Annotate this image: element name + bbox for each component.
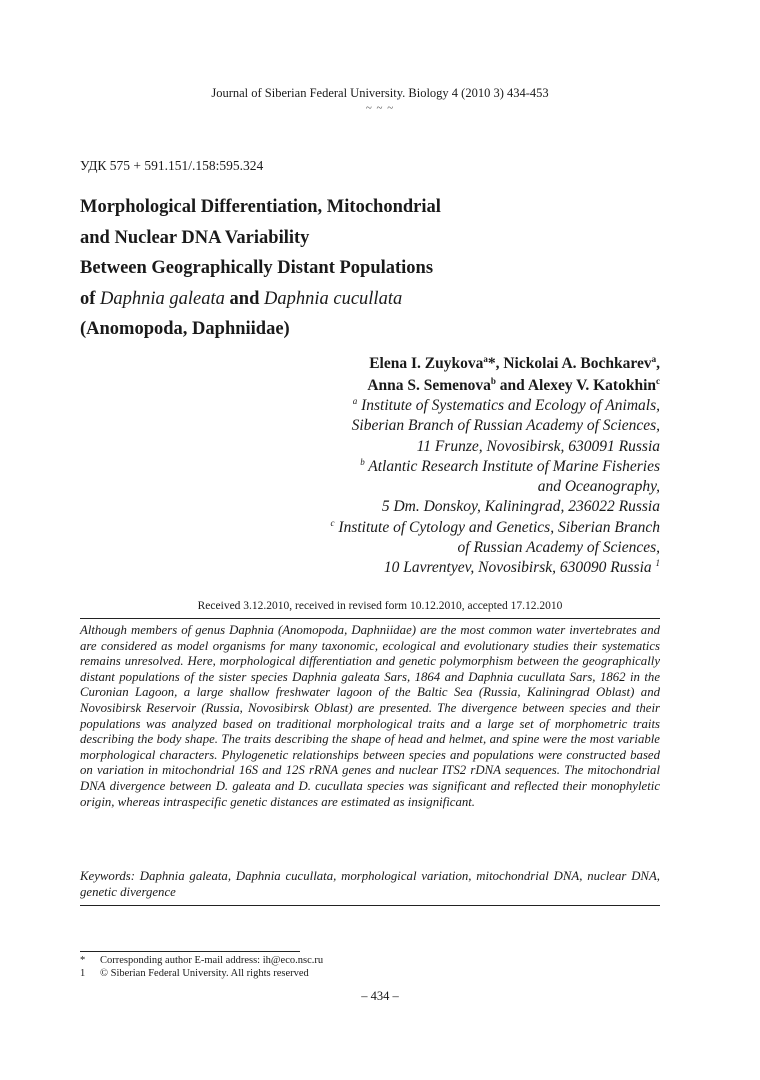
affil-a-line-3: 11 Frunze, Novosibirsk, 630091 Russia [416, 437, 660, 455]
author-3-affil: b [490, 375, 496, 386]
affil-b-text-1: Atlantic Research Institute of Marine Fisheries [364, 457, 660, 475]
author-2-affil: a [651, 353, 657, 364]
title-of: of [80, 288, 101, 309]
footnote-1-text: Corresponding author E-mail address: ih@eco.nsc.ru [100, 955, 324, 966]
footnote-copyright [80, 967, 309, 980]
affil-b-mark: b [360, 456, 365, 467]
title-line-1: Morphological Differentiation, Mitochondrial [80, 197, 441, 217]
author-2: Nickolai A. Bochkarev [503, 355, 652, 372]
affil-a-text-1: Institute of Systematics and Ecology of Animals, [357, 397, 660, 414]
affil-c-line-1 [200, 518, 660, 538]
received-dates: Received 3.12.2010, received in revised form 10.12.2010, accepted 17.12.2010 [197, 600, 563, 612]
abstract-top-rule [80, 618, 660, 619]
footnote-rule [80, 951, 300, 952]
journal-header: Journal of Siberian Federal University. Biology 4 (2010 3) 434-453 [211, 86, 549, 100]
affil-c-line-3 [200, 558, 660, 578]
affiliations [200, 396, 660, 579]
footnote-2-text: © Siberian Federal University. All rights reserved [100, 968, 309, 979]
species-name-2: Daphnia cucullata [264, 288, 403, 309]
authors-and: and [495, 377, 528, 394]
abstract: Although members of genus Daphnia (Anomopoda, Daphniidae) are the most common water invertebrates and are considered as model organisms for many taxonomic, ecological and evolutionary studies their systematics remains unresolved. Here, morphological differentiation and genetic polymorphism between the geographically distant populations of the sister species Daphnia galeata Sars, 1864 and Daphnia cucullata Sars, 1862 in the Curonian Lagoon, a large shallow freshwater lagoon of the Baltic Sea (Russia, Kaliningrad Oblast) and Novosibirsk Reservoir (Russia, Novosibirsk Oblast) are presented. The divergence between species and their populations was analyzed based on traditional morphological traits and a large set of morphometric traits describing the body shape. The traits describing the shape of head and helmet, and spine were the most variable morphological characters. Phylogenetic relationships between species and populations were constructed based on variation in mitochondrial 16S and 12S rRNA genes and nuclear ITS2 rDNA sequences. The mitochondrial DNA divergence between D. galeata and D. cucullata species was significant and reflected their monophyletic origin, whereas intraspecific genetic distances are estimated as insignificant. [80, 623, 660, 809]
udk-code: УДК 575 + 591.151/.158:595.324 [80, 158, 264, 173]
affil-b-line-1 [200, 457, 660, 477]
author-1-star: *, [487, 355, 504, 372]
authors-line-1 [200, 353, 660, 375]
author-1-affil: a [483, 353, 488, 364]
footnote-2-mark: 1 [80, 968, 86, 979]
affil-c-text-3: 10 Lavrentyev, Novosibirsk, 630090 Russia [383, 559, 656, 577]
title-line-3: Between Geographically Distant Populations [80, 258, 434, 278]
species-name-1: Daphnia galeata [100, 288, 225, 309]
author-4-affil: c [656, 375, 660, 386]
author-2-comma: , [656, 355, 660, 372]
affil-a-mark: a [352, 395, 358, 406]
affil-c-mark: c [330, 517, 335, 528]
affil-a-line-2: Siberian Branch of Russian Academy of Sciences, [351, 417, 660, 435]
title-line-4 [80, 284, 560, 315]
affil-b-line-3: 5 Dm. Donskoy, Kaliningrad, 236022 Russia [381, 498, 660, 516]
affil-b-line-2: and Oceanography, [537, 478, 660, 496]
abstract-bottom-rule [80, 905, 660, 906]
paper-title [80, 192, 560, 345]
affil-a-line-1 [200, 396, 660, 416]
authors-line-2 [200, 375, 660, 397]
author-3: Anna S. Semenova [367, 377, 491, 394]
title-and: and [224, 288, 264, 309]
footnote-1-mark: * [80, 955, 86, 966]
author-1: Elena I. Zuykova [369, 355, 484, 372]
affil-c-footnote-mark: 1 [655, 558, 660, 569]
header-ornament: ~ ~ ~ [365, 102, 395, 114]
footnote-corresponding-author [80, 954, 323, 967]
affil-c-line-2: of Russian Academy of Sciences, [457, 539, 660, 557]
affil-c-text-1: Institute of Cytology and Genetics, Siberian Branch [334, 518, 660, 536]
keywords: Keywords: Daphnia galeata, Daphnia cucullata, morphological variation, mitochondrial DNA, nuclear DNA, genetic divergence [80, 869, 660, 899]
author-4: Alexey V. Katokhin [527, 377, 656, 394]
author-list [200, 353, 660, 397]
page-number: – 434 – [361, 989, 399, 1003]
title-line-5: (Anomopoda, Daphniidae) [80, 319, 290, 339]
title-line-2: and Nuclear DNA Variability [80, 227, 310, 248]
